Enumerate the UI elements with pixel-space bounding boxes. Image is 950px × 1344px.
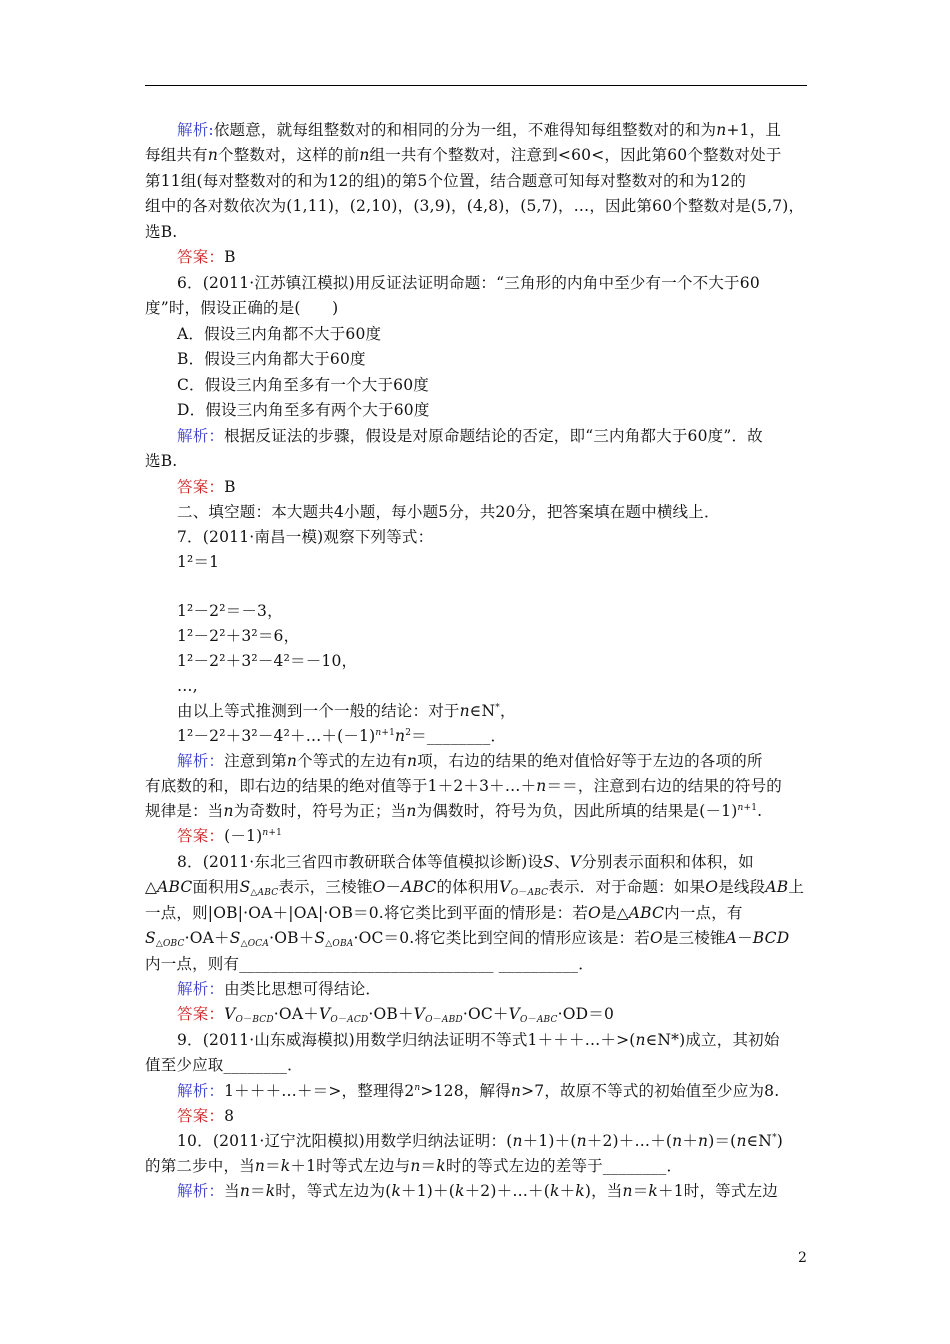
q7-ellipsis: …,: [177, 677, 198, 695]
q7-general: $1^2-2^2+3^2-4^2+\dots+(-1)^{n+1}n^2=\_\_\_\_\_\_\_\_$．: [177, 727, 507, 745]
q10-stem-2: 的第二步中，当n＝k＋1时等式左边与n＝k时的等式左边的差等于________．: [145, 1157, 683, 1175]
answer-label: 答案：: [177, 248, 225, 266]
q8-stem-2: △ABC面积用$S_{\triangle ABC}$表示，三棱锥O－ABC的体积用$V_{O-ABC}$表示．对于命题：如果O是线段AB上: [145, 878, 805, 898]
q6-option-d: D．假设三内角至多有两个大于60度: [177, 401, 430, 419]
q8-stem-4: $S_{\triangle OBC}\cdot OA+S_{\triangle OCA}\cdot OB+S_{\triangle OBA}\cdot OC=0$.将它类比到空间的情形应该是：若O是三棱锥A－BCD: [145, 929, 790, 949]
header-rule: [145, 85, 807, 86]
section-2-heading: 二、填空题：本大题共4小题，每小题5分，共20分，把答案填在题中横线上．: [177, 503, 720, 521]
answer-label: 答案：: [177, 1107, 225, 1125]
q6-stem-2: 度”时，假设正确的是( ): [145, 299, 339, 317]
q5-analysis-line-3: 第11组(每对整数对的和为12的组)的第5个位置，结合题意可知每对整数对的和为12的: [145, 172, 747, 190]
q5-answer: 答案：B: [177, 248, 236, 266]
q10-stem-1: 10．(2011·辽宁沈阳模拟)用数学归纳法证明：(n＋1)＋(n＋2)＋…＋(n＋n)＝(n∈N*): [177, 1132, 784, 1150]
q9-answer: 答案：8: [177, 1107, 235, 1125]
q6-stem-1: 6．(2011·江苏镇江模拟)用反证法证明命题：“三角形的内角中至少有一个不大于60: [177, 274, 760, 292]
q7-analysis-2: 有底数的和，即右边的结果的绝对值等于1＋2＋3＋…＋n＝＝，注意到右边的结果的符号的: [145, 777, 782, 795]
q8-answer: 答案：$V_{O-BCD}\cdot OA+V_{O-ACD}\cdot OB+V_{O-ABD}\cdot OC+V_{O-ABC}\cdot OD=0$: [177, 1005, 615, 1025]
q9-stem-1: 9．(2011·山东威海模拟)用数学归纳法证明不等式1＋＋＋…＋>(n∈N*)成立，其初始: [177, 1031, 780, 1049]
q6-option-a: A．假设三内角都不大于60度: [177, 325, 382, 343]
answer-label: 答案：: [177, 1005, 225, 1023]
q6-analysis-2: 选B.: [145, 452, 178, 470]
q7-answer: 答案：$(-1)^{n+1}$: [177, 827, 283, 845]
analysis-label: 解析:: [177, 121, 214, 139]
q9-analysis: 解析：1＋＋＋…＋＝>，整理得$2^n>128$，解得n>7，故原不等式的初始值至少应为8.: [177, 1082, 780, 1100]
analysis-label: 解析：: [177, 427, 225, 445]
q7-eq-1: 1²＝1: [177, 553, 220, 571]
q7-conclusion: 由以上等式推测到一个一般的结论：对于n∈N*，: [177, 702, 516, 720]
q6-option-c: C．假设三内角至多有一个大于60度: [177, 376, 429, 394]
q5-analysis-line-1: 解析:依题意，就每组整数对的和相同的分为一组，不难得知每组整数对的和为n+1，且: [177, 121, 782, 139]
q7-eq-4: 1²－2²＋3²－4²＝－10，: [177, 652, 358, 670]
q7-stem: 7．(2011·南昌一模)观察下列等式：: [177, 528, 434, 546]
page-number: 2: [798, 1250, 807, 1266]
q6-option-b: B．假设三内角都大于60度: [177, 350, 366, 368]
q7-eq-2: 1²－2²＝－3，: [177, 602, 283, 620]
analysis-label: 解析：: [177, 1082, 225, 1100]
q5-analysis-line-2: 每组共有n个整数对，这样的前n组一共有个整数对，注意到<60<，因此第60个整数对处于: [145, 146, 782, 164]
q6-analysis-1: 解析：根据反证法的步骤，假设是对原命题结论的否定，即“三内角都大于60度”．故: [177, 427, 763, 445]
q9-stem-2: 值至少应取________．: [145, 1056, 303, 1074]
q7-eq-3: 1²－2²＋3²＝6，: [177, 627, 300, 645]
q7-analysis-1: 解析：注意到第n个等式的左边有n项，右边的结果的绝对值恰好等于左边的各项的所: [177, 752, 763, 770]
q8-stem-3: 一点，则|OB|·OA＋|OA|·OB＝0.将它类比到平面的情形是：若O是△ABC内一点，有: [145, 904, 743, 922]
q6-answer: 答案：B: [177, 478, 236, 496]
answer-label: 答案：: [177, 478, 225, 496]
q8-analysis: 解析：由类比思想可得结论．: [177, 980, 382, 998]
q8-stem-5: 内一点，则有________________________________ __________．: [145, 955, 594, 973]
analysis-label: 解析：: [177, 752, 225, 770]
q5-analysis-line-5: 选B.: [145, 223, 178, 241]
answer-label: 答案：: [177, 827, 225, 845]
q8-stem-1: 8．(2011·东北三省四市教研联合体等值模拟诊断)设S、V分别表示面积和体积，如: [177, 853, 754, 871]
analysis-label: 解析：: [177, 1182, 225, 1200]
q5-analysis-line-4: 组中的各对数依次为(1,11)，(2,10)，(3,9)，(4,8)，(5,7)，…，因此第60个整数对是(5,7)，: [145, 197, 805, 215]
q10-analysis: 解析：当n＝k时，等式左边为(k＋1)＋(k＋2)＋…＋(k＋k)，当n＝k＋1时，等式左边: [177, 1182, 778, 1200]
analysis-label: 解析：: [177, 980, 225, 998]
q7-analysis-3: 规律是：当n为奇数时，符号为正；当n为偶数时，符号为负，因此所填的结果是$(-1)^{n+1}$.: [145, 802, 763, 820]
